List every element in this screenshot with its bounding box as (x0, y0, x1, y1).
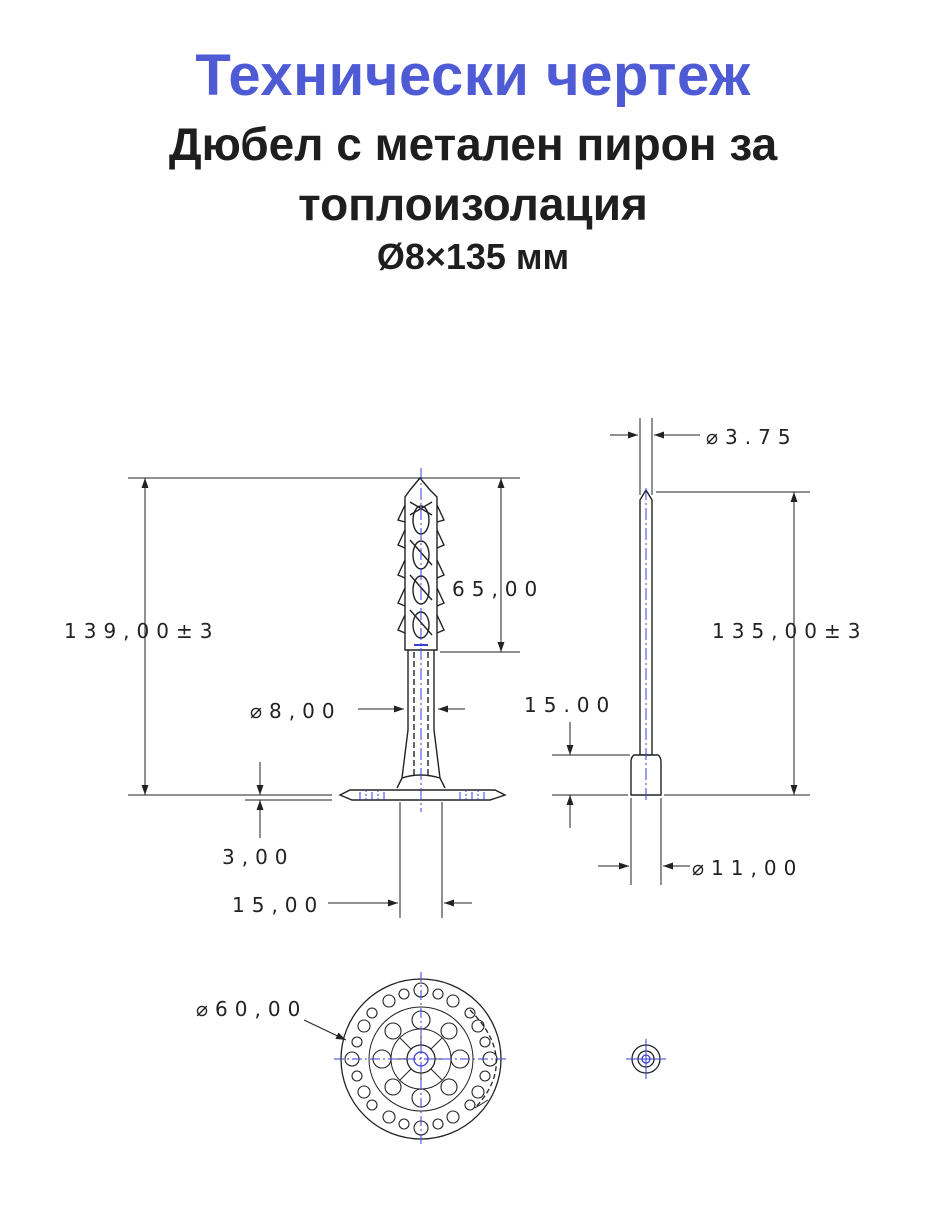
nail-side-view (631, 488, 661, 800)
product-size: Ø8×135 мм (376, 236, 570, 277)
nail-head-top-view (626, 1039, 666, 1079)
nail-head-diameter-label: ⌀11,00 (692, 856, 804, 880)
product-subtitle: Дюбел с метален пирон за топлоизолация (168, 118, 778, 230)
plate-diameter-label: ⌀60,00 (196, 997, 308, 1021)
dowel-side-view (340, 468, 505, 812)
page-title: Технически чертеж (195, 43, 751, 108)
expansion-length-label: 65,00 (452, 577, 545, 601)
plate-top-view (334, 972, 508, 1146)
nail-dimension-lines (552, 418, 810, 885)
plate-thickness-label: 3,00 (222, 845, 295, 869)
dowel-dimension-lines (128, 478, 520, 918)
collar-width-label: 15,00 (232, 893, 325, 917)
nail-length-label: 135,00±3 (712, 619, 868, 643)
overall-length-label: 139,00±3 (64, 619, 220, 643)
nail-diameter-label: ⌀3.75 (706, 425, 798, 449)
plate-dimension-leader (304, 1020, 346, 1040)
shank-diameter-label: ⌀8,00 (250, 699, 342, 723)
nail-head-height-label: 15.00 (524, 693, 617, 717)
